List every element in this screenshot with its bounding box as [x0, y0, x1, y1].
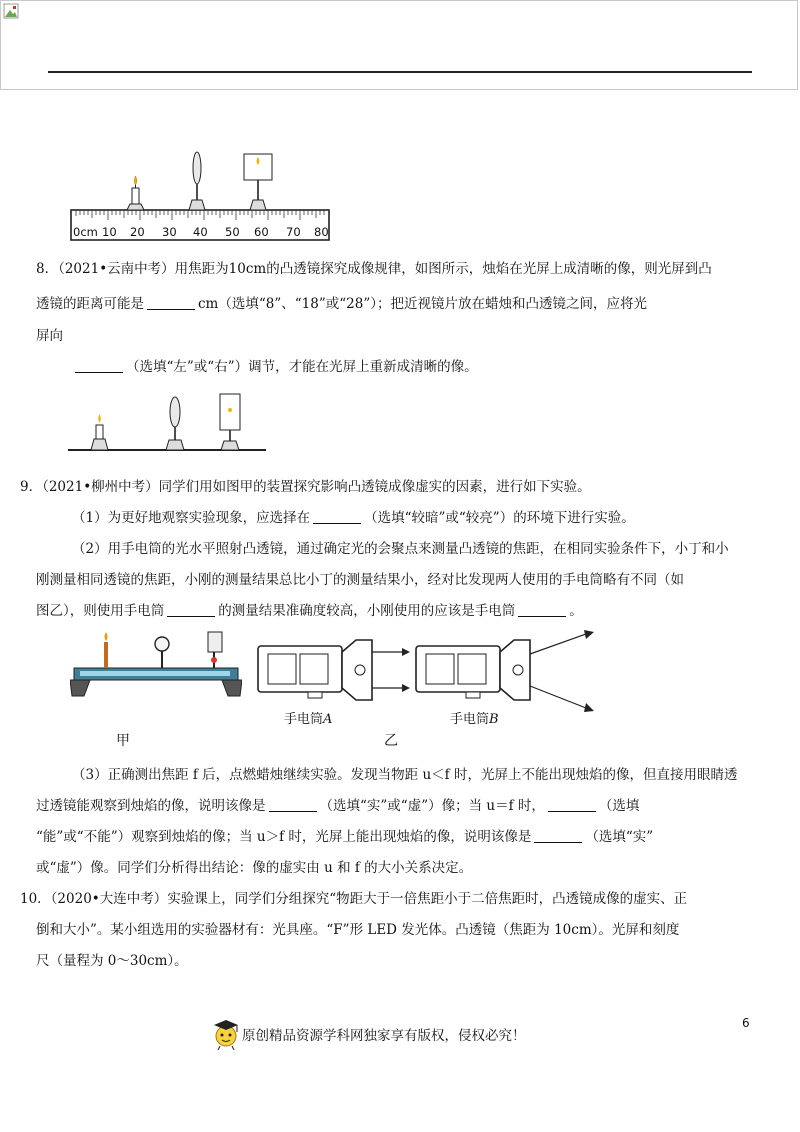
ruler-tick-label: 30: [162, 225, 177, 239]
ruler-tick-label: 10: [102, 225, 117, 239]
answer-blank: [75, 359, 123, 373]
answer-blank: [548, 798, 596, 812]
q9-part3-line-4: 或“虚”）像。同学们分析得出结论：像的虚实由 u 和 f 的大小关系决定。: [36, 860, 473, 876]
answer-blank: [313, 510, 361, 524]
q8-line-1: 8．（2021•云南中考）用焦距为10cm的凸透镜探究成像规律，如图所示，烛焰在光屏上成清晰的像，则光屏到凸: [36, 261, 712, 277]
q9-part3-line-2: 过透镜能观察到烛焰的像，说明该像是 （选填“实”或“虚”）像；当 u＝f 时， （选填: [36, 798, 640, 814]
page-header: [0, 0, 798, 90]
answer-blank: [518, 603, 566, 617]
flashlight-b-caption: 手电筒B: [450, 712, 499, 727]
ruler-tick-label: 70: [286, 225, 301, 239]
answer-blank: [167, 603, 215, 617]
q9-part2-line-1: （2）用手电筒的光水平照射凸透镜，通过确定光的会聚点来测量凸透镜的焦距，在相同实验条件下，小丁和小: [72, 541, 729, 557]
answer-blank: [534, 829, 582, 843]
ruler-tick-label: 0cm: [73, 225, 98, 239]
answer-blank: [147, 296, 195, 310]
ruler-tick-label: 80: [314, 225, 329, 239]
candle-lens-screen-figure: [68, 388, 268, 454]
flashlight-a-caption: 手电筒A: [284, 712, 333, 727]
answer-blank: [269, 798, 317, 812]
q10-line-1: 10．（2020•大连中考）实验课上，同学们分组探究“物距大于一倍焦距小于二倍焦距时，凸透镜成像的虚实、正: [20, 891, 688, 907]
q9-part2-line-3: 图乙），则使用手电筒 的测量结果准确度较高，小刚使用的应该是手电筒 。: [36, 603, 583, 619]
q8-line-3: 屏向: [36, 328, 63, 344]
flashlight-a-diagram: [256, 638, 412, 704]
q9-part1: （1）为更好地观察实验现象，应选择在 （选填“较暗”或“较亮”）的环境下进行实验。: [72, 510, 635, 526]
q9-part2-line-2: 刚测量相同透镜的焦距，小刚的测量结果总比小丁的测量结果小，经对比发现两人使用的手电筒略有不同（如: [36, 572, 684, 588]
ruler-tick-label: 60: [254, 225, 269, 239]
q9-line-1: 9．（2021•柳州中考）同学们用如图甲的装置探究影响凸透镜成像虚实的因素，进行如下实验。: [20, 479, 591, 495]
ruler-tick-label: 20: [130, 225, 145, 239]
optical-bench-figure-jia: [70, 628, 242, 698]
ruler-optical-bench-figure: [68, 148, 332, 244]
broken-image-icon: [3, 3, 19, 19]
header-divider: [48, 71, 752, 73]
ruler-tick-label: 50: [225, 225, 240, 239]
q9-part3-line-3: “能”或“不能”）观察到烛焰的像；当 u＞f 时，光屏上能出现烛焰的像，说明该像是 （选填“实”: [36, 829, 654, 845]
q9-part3-line-1: （3）正确测出焦距 f 后，点燃蜡烛继续实验。发现当物距 u＜f 时，光屏上不能出现烛焰的像，但直接用眼睛透: [72, 767, 738, 783]
mascot-logo-icon: [210, 1016, 244, 1050]
copyright-notice: 原创精品资源学科网独家享有版权，侵权必究！: [242, 1028, 526, 1044]
q8-line-2: 透镜的距离可能是 cm（选填“8”、“18”或“28”）；把近视镜片放在蜡烛和凸透镜之间，应将光: [36, 296, 647, 312]
page-number: 6: [742, 1016, 750, 1030]
q8-line-4: （选填“左”或“右”）调节，才能在光屏上重新成清晰的像。: [72, 357, 478, 377]
figure-label-jia: 甲: [116, 733, 130, 749]
q10-line-3: 尺（量程为 0～30cm）。: [36, 953, 188, 969]
ruler-tick-label: 40: [193, 225, 208, 239]
figure-label-yi: 乙: [384, 733, 398, 749]
q10-line-2: 倒和大小”。某小组选用的实验器材有：光具座。“F”形 LED 发光体。凸透镜（焦距为 10cm）。光屏和刻度: [36, 922, 680, 938]
flashlight-b-diagram: [414, 628, 598, 718]
